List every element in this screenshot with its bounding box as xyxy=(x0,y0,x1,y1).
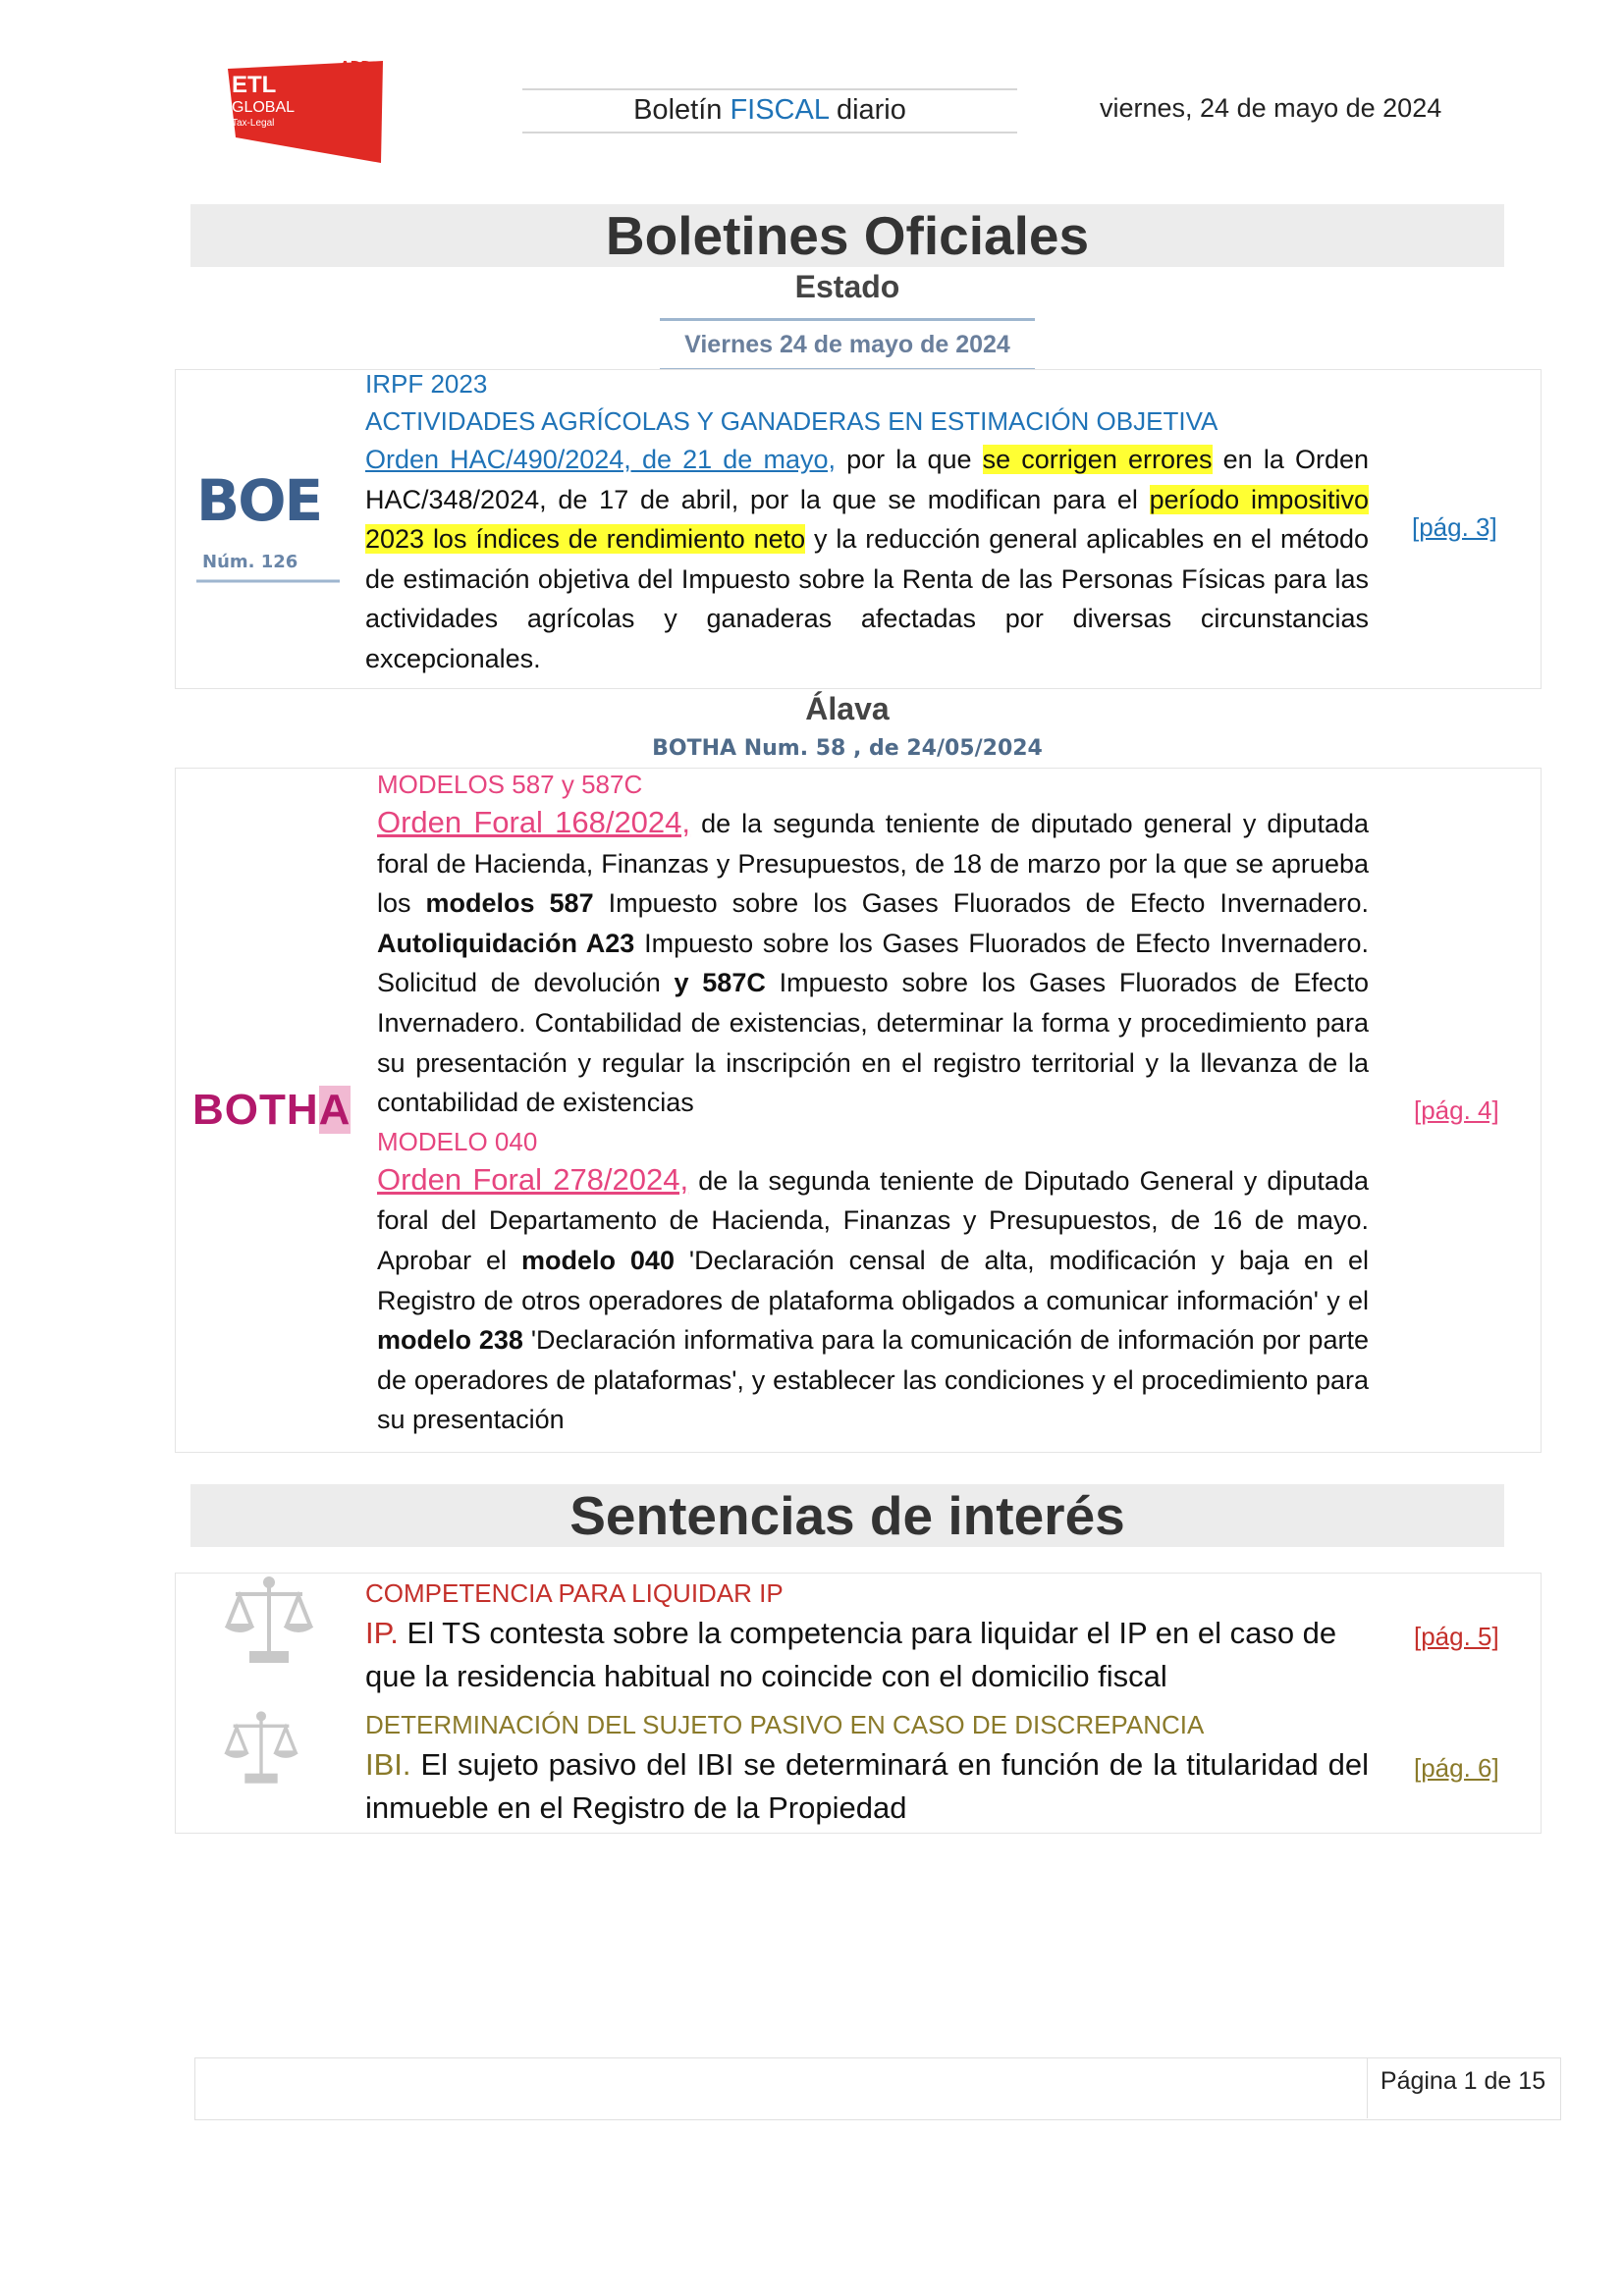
botha-logo xyxy=(192,1086,352,1135)
botha-text-1b: Impuesto sobre los Gases Fluorados de Efecto Invernadero. xyxy=(593,888,1369,919)
botha-bold-2a: modelo 040 xyxy=(520,1245,675,1275)
bulletin-title xyxy=(522,88,1017,133)
boe-subtopic: ACTIVIDADES AGRÍCOLAS Y GANADERAS EN ESTIMACIÓN OBJETIVA xyxy=(365,406,1218,436)
sentencia-text-2: El sujeto pasivo del IBI se determinará en función de la titularidad del inmueble en el Registro de la Propiedad xyxy=(365,1747,1369,1825)
logo-tax-legal: Tax-Legal xyxy=(232,118,275,129)
sentencia-topic-2: DETERMINACIÓN DEL SUJETO PASIVO EN CASO DE DISCREPANCIA xyxy=(365,1710,1205,1739)
scale-icon xyxy=(222,1708,300,1787)
boe-logo xyxy=(196,469,340,585)
logo-global: GLOBAL xyxy=(232,99,296,116)
boe-logo-num: Núm. 126 xyxy=(202,552,298,572)
boe-link[interactable]: Orden HAC/490/2024, de 21 de mayo, xyxy=(365,445,836,474)
botha-bold-1b: Autoliquidación A23 xyxy=(377,928,635,958)
sentencia-body-2 xyxy=(365,1743,1369,1830)
logo-add: ADD xyxy=(340,58,372,75)
boe-text-3: y la reducción general aplicables en el método de estimación objetiva del Impuesto sobre la Renta de las Personas Físicas para las actividades agrícolas y ganaderas afectadas por diversas circunstancias excepcionales. xyxy=(365,524,1369,673)
section-title-sentencias: Sentencias de interés xyxy=(190,1484,1504,1547)
sentencia-item xyxy=(365,1706,1369,1830)
page-number: Página 1 de 15 xyxy=(1380,2067,1546,2095)
boe-logo-text: BOE xyxy=(196,469,322,534)
botha-text-2b: 'Declaración censal de alta, modificación y baja en el Registro de otros operadores de plataforma obligados a comunicar información' y el xyxy=(377,1245,1369,1315)
scale-icon xyxy=(222,1573,316,1667)
botha-link-1[interactable]: Orden Foral 168/2024, xyxy=(377,805,691,839)
boe-text-1: por la que xyxy=(835,445,983,474)
boe-highlight-2: período impositivo 2023 los índices de rendimiento neto xyxy=(365,484,1369,555)
boe-topic: IRPF 2023 xyxy=(365,369,488,399)
title-accent: FISCAL xyxy=(730,94,829,126)
header-date: viernes, 24 de mayo de 2024 xyxy=(1100,93,1442,123)
boe-page-link[interactable]: [pág. 3] xyxy=(1412,512,1497,542)
botha-text-1a: de la segunda teniente de diputado general y diputada foral de Hacienda, Finanzas y Presupuestos, de 18 de marzo por la que se aprueba los xyxy=(377,809,1369,919)
sentencia-tag-2: IBI. xyxy=(365,1747,411,1782)
botha-text-2a: de la segunda teniente de Diputado General y diputada foral del Departamento de Hacienda, Finanzas y Presupuestos, de 16 de mayo. Aprobar el xyxy=(377,1165,1369,1275)
sentencia-tag-1: IP. xyxy=(365,1616,399,1650)
title-suffix: diario xyxy=(828,94,906,126)
botha-body-2 xyxy=(377,1160,1369,1440)
botha-text-1d: Impuesto sobre los Gases Fluorados de Efecto Invernadero. Contabilidad de existencias, determinar la forma y procedimiento para su presentación y regular la inscripción en el registro territorial y la llevanza de la contabilidad de existencias xyxy=(377,968,1370,1118)
botha-entries xyxy=(377,766,1369,1440)
botha-topic-1: MODELOS 587 y 587C xyxy=(377,770,643,799)
alava-heading: Álava xyxy=(805,691,890,726)
section-title-boletines: Boletines Oficiales xyxy=(190,204,1504,267)
botha-body-1 xyxy=(377,803,1369,1123)
botha-issue-line: BOTHA Num. 58 , de 24/05/2024 xyxy=(652,736,1043,761)
botha-bold-1a: modelos 587 xyxy=(425,888,594,919)
botha-page-link[interactable]: [pág. 4] xyxy=(1414,1095,1499,1125)
logo-etl: ETL xyxy=(232,72,277,98)
sentencia-text-1: El TS contesta sobre la competencia para liquidar el IP en el caso de que la residencia habitual no coincide con el domicilio fiscal xyxy=(365,1616,1337,1693)
sentencia-page-link-1[interactable]: [pág. 5] xyxy=(1414,1622,1499,1651)
etl-global-logo xyxy=(224,57,383,165)
boe-body xyxy=(365,440,1369,679)
footer-divider xyxy=(1367,2057,1368,2118)
estado-date-box: Viernes 24 de mayo de 2024 xyxy=(660,318,1035,371)
boe-text-2: en la Orden HAC/348/2024, de 17 de abril, por la que se modifican para el xyxy=(365,445,1370,514)
sentencia-body-1 xyxy=(365,1612,1369,1698)
boe-highlight-1: se corrigen errores xyxy=(982,445,1213,474)
botha-link-2[interactable]: Orden Foral 278/2024, xyxy=(377,1161,689,1197)
sentencia-topic-1: COMPETENCIA PARA LIQUIDAR IP xyxy=(365,1578,784,1608)
botha-text-1c: Impuesto sobre los Gases Fluorados de Efecto Invernadero. Solicitud de devolución xyxy=(377,928,1369,998)
botha-topic-2: MODELO 040 xyxy=(377,1126,538,1156)
title-prefix: Boletín xyxy=(633,94,731,126)
boe-entry xyxy=(365,365,1369,679)
sentencia-item xyxy=(365,1575,1369,1698)
botha-text-2c: 'Declaración informativa para la comunicación de información por parte de operadores de plataformas', y establecer las condiciones y el procedimiento para su presentación xyxy=(377,1325,1369,1435)
footer-box xyxy=(194,2057,1561,2120)
botha-bold-2b: modelo 238 xyxy=(377,1325,523,1356)
botha-bold-1c: y 587C xyxy=(674,968,766,998)
botha-logo-last: A xyxy=(318,1086,352,1134)
estado-heading: Estado xyxy=(794,269,900,304)
botha-logo-text: BOTH xyxy=(192,1086,319,1134)
sentencia-page-link-2[interactable]: [pág. 6] xyxy=(1414,1753,1499,1783)
